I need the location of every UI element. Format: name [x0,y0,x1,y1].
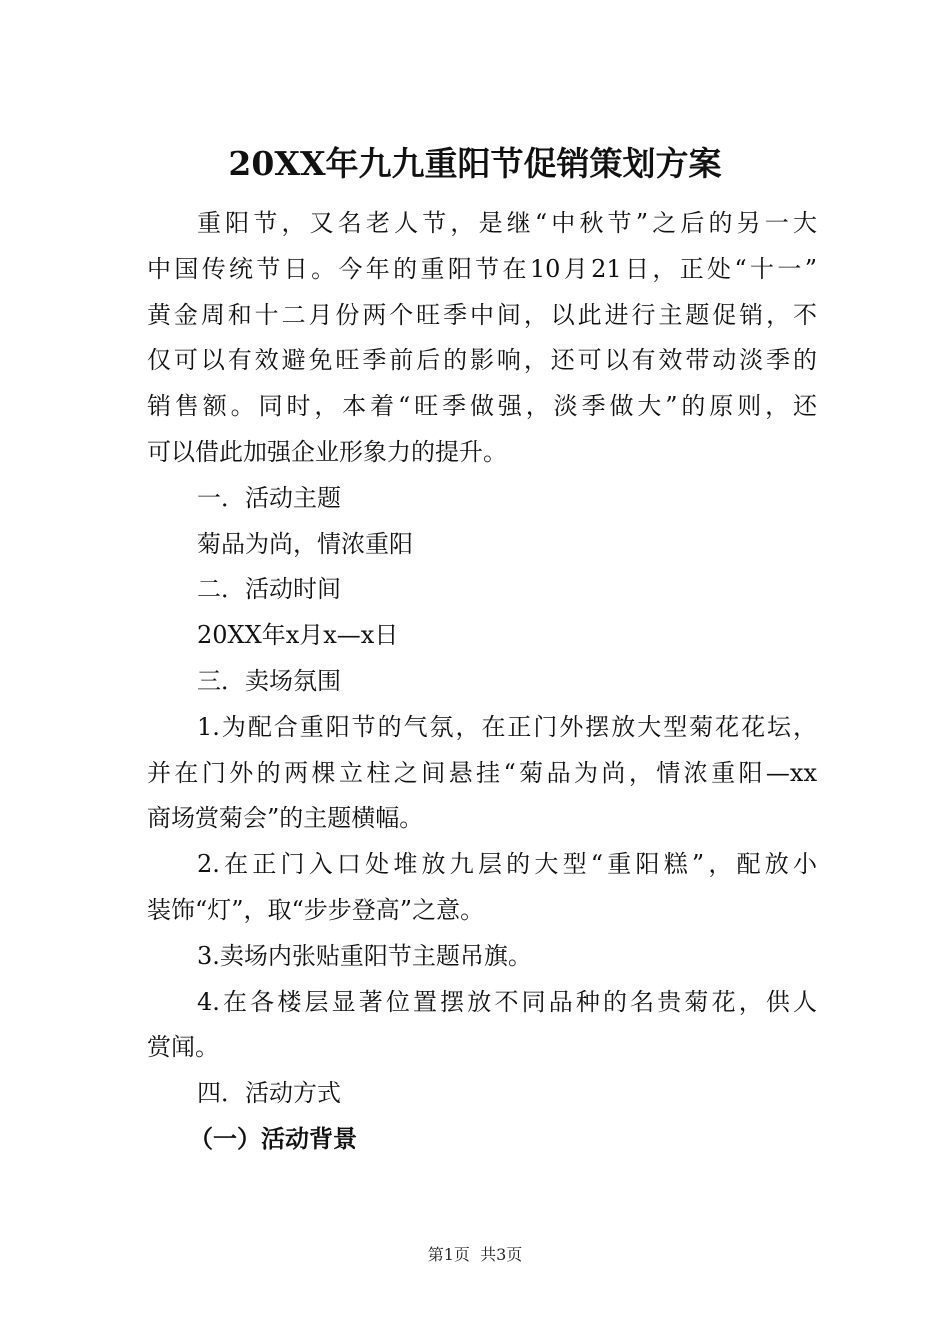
section-heading: 一．活动主题 [197,483,341,512]
list-item-line: 装饰“灯”，取“步步登高”之意。 [147,895,485,924]
page-number-footer: 第1页 共3页 [427,1245,523,1264]
section-content: 20XX年x月x—x日 [197,621,399,650]
subsection-heading: （一）活动背景 [189,1124,357,1153]
list-item-line: 4.在各楼层显著位置摆放不同品种的名贵菊花，供人 [197,987,817,1016]
section-content: 菊品为尚，情浓重阳 [197,529,413,558]
list-item-line: 并在门外的两棵立柱之间悬挂“菊品为尚，情浓重阳—xx [147,758,817,787]
paragraph-line: 黄金周和十二月份两个旺季中间，以此进行主题促销，不 [147,300,817,329]
section-heading: 三．卖场氛围 [197,666,341,695]
document-title: 20XX年九九重阳节促销策划方案 [228,144,722,183]
section-heading: 四．活动方式 [197,1079,341,1108]
list-item-line: 赏闻。 [147,1033,219,1062]
list-item-line: 商场赏菊会”的主题横幅。 [147,804,424,833]
list-item-line: 3.卖场内张贴重阳节主题吊旗。 [197,941,532,970]
section-heading: 二．活动时间 [197,575,341,604]
list-item-line: 1.为配合重阳节的气氛，在正门外摆放大型菊花花坛， [197,712,817,741]
paragraph-line: 可以借此加强企业形象力的提升。 [147,437,507,466]
paragraph-line: 仅可以有效避免旺季前后的影响，还可以有效带动淡季的 [147,346,817,375]
paragraph-line: 销售额。同时，本着“旺季做强，淡季做大”的原则，还 [147,392,817,421]
document-body [147,201,817,1163]
list-item-line: 2.在正门入口处堆放九层的大型“重阳糕”，配放小 [197,850,817,879]
paragraph-line: 重阳节，又名老人节，是继“中秋节”之后的另一大 [197,209,817,237]
paragraph-line: 中国传统节日。今年的重阳节在10月21日，正处“十一” [147,254,817,283]
